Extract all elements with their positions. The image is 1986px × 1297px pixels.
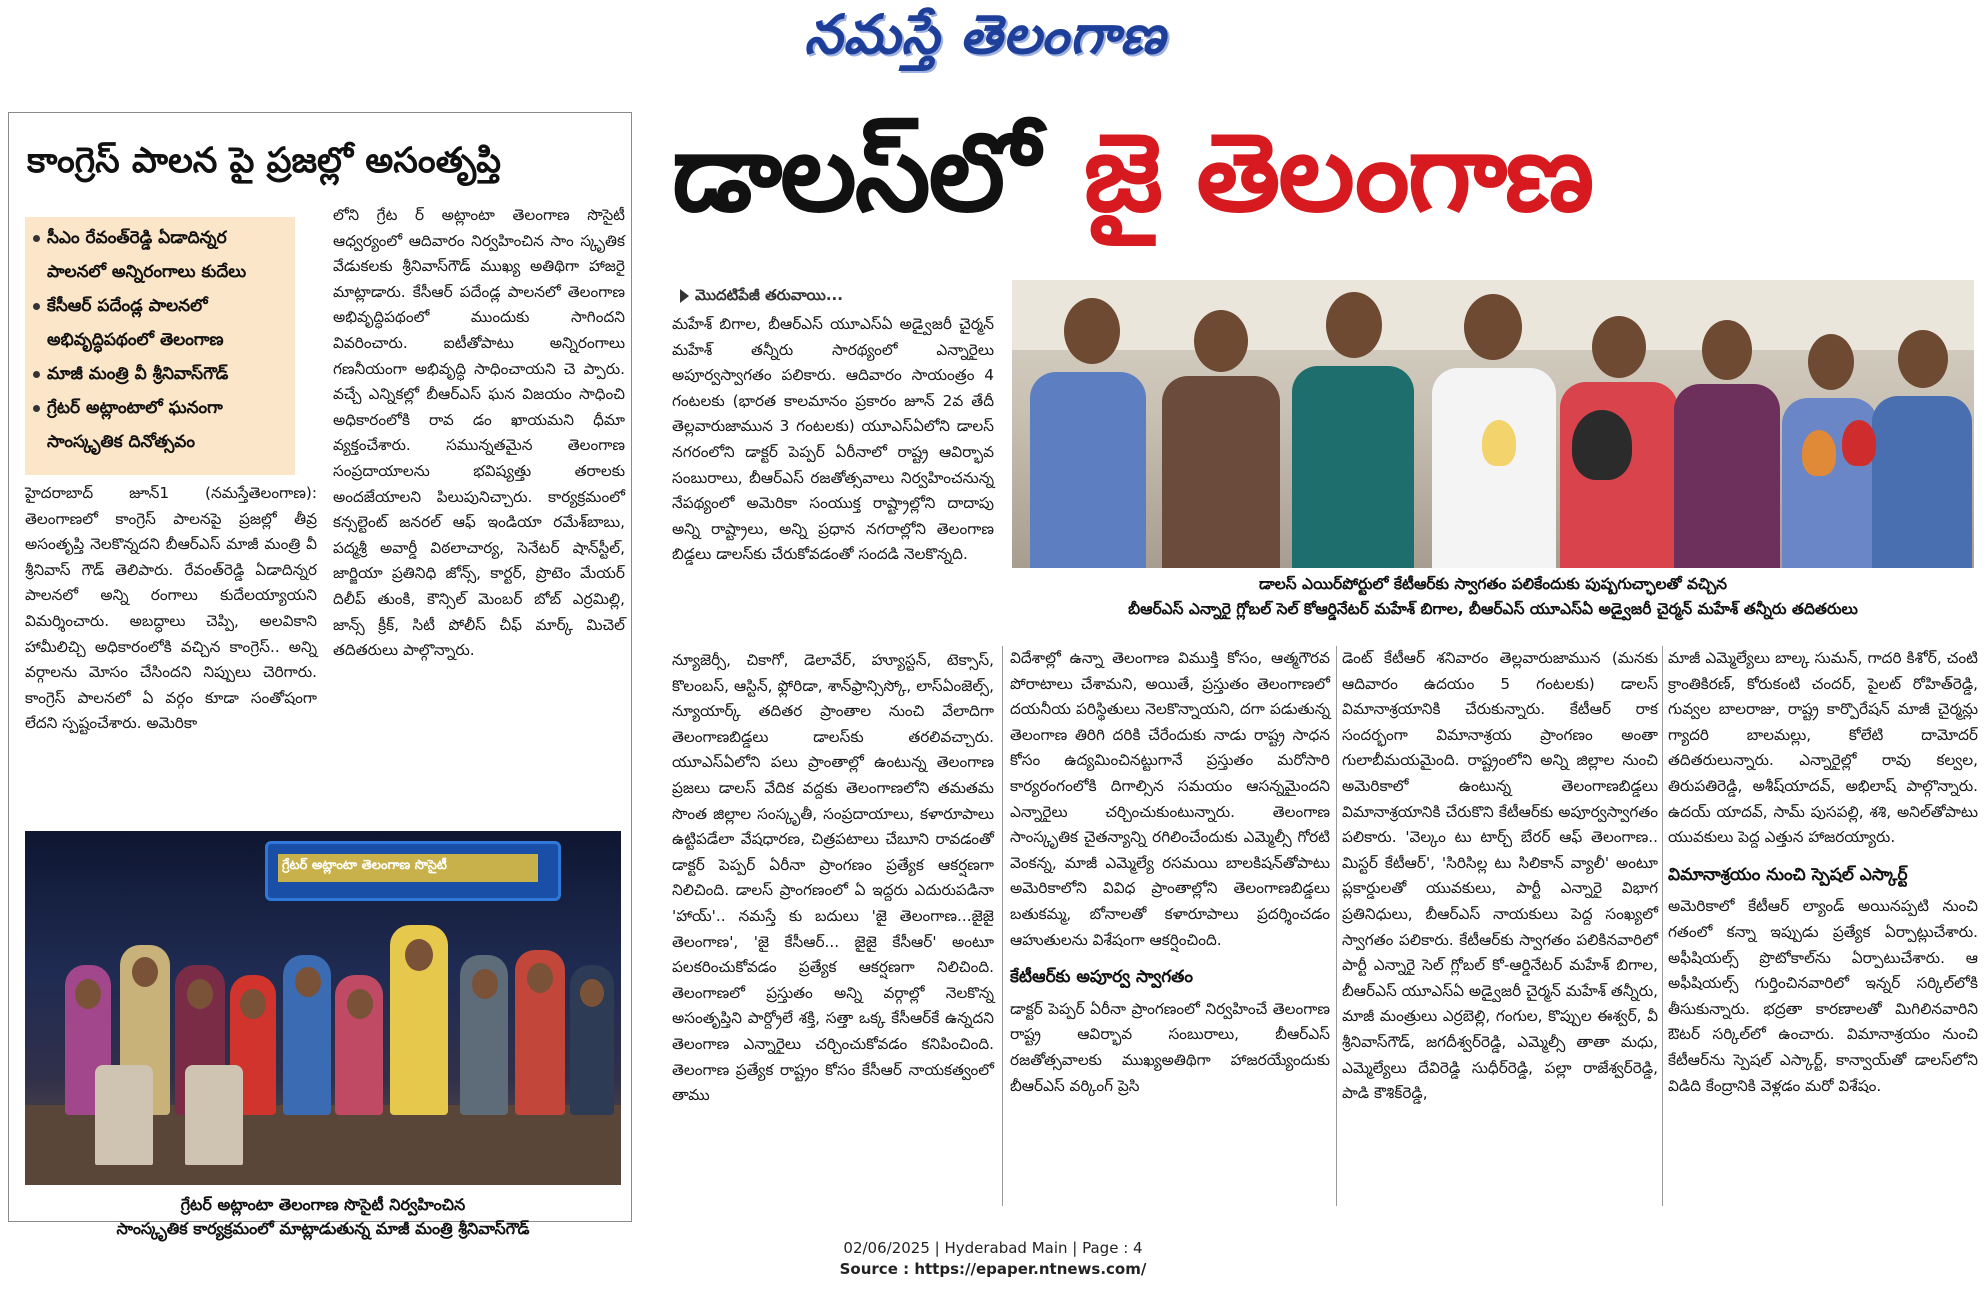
body-text: హైదరాబాద్ జూన్1 (నమస్తేతెలంగాణ): తెలంగాణలో కాంగ్రెస్ పాలనపై ప్రజల్లో తీవ్ర అసంతృప్తి నెలకొన్నదని బీఆర్‌ఎస్ మాజీ మంత్రి వీ శ్రీనివాస్ గౌడ్ తెలిపారు. రేవంత్‌రెడ్డి ఏడాదిన్నర పాలనలో అన్ని రంగాలు కుదేలయ్యాయని విమర్శించారు. అబద్ధాలు చెప్పి, అలవికాని హామీలిచ్చి అధికారంలోకి వచ్చిన కాంగ్రెస్.. అన్ని వర్గాలను మోసం చేసిందని నిప్పులు చెరిగారు. కాంగ్రెస్ పాలనలో ఏ వర్గం కూడా సంతోషంగా లేదని స్పష్టంచేశారు. అమెరికా <box>25 484 317 733</box>
highlight-item: గ్రేటర్ అట్లాంటాలో ఘనంగా సాంస్కృతిక దినోత్సవం <box>31 391 289 459</box>
column-divider <box>1336 646 1337 1206</box>
column-divider <box>1662 646 1663 1206</box>
body-text: అమెరికాలో కేటీఆర్ ల్యాండ్ అయినప్పటి నుంచి గతంలో కన్నా ఇప్పుడు ప్రత్యేక ఏర్పాట్లుచేశారు. అఫీషియల్స్ ప్రొటోకాల్‌ను ఏర్పాటుచేశారు. ఆ అఫీషియల్స్ గుర్తించినవారిలో ఇన్నర్ సర్కిల్‌లోకి తీసుకున్నారు. భద్రతా కారణాలతో మిగిలినవారిని ఔటర్ సర్కిల్‌లో ఉంచారు. విమానాశ్రయం నుంచి కేటీఆర్‌ను స్పెషల్ ఎస్కార్ట్, కాన్వాయ్‌తో డాలస్‌లోని విడిది కేంద్రానికి వెళ్లడం మరో విశేషం. <box>1668 897 1978 1095</box>
stage-banner-text: గ్రేటర్ అట్లాంటా తెలంగాణ సొసైటీ <box>282 858 447 873</box>
body-text: డెంట్ కేటీఆర్ శనివారం తెల్లవారుజామున (మనకు ఆదివారం ఉదయం 5 గంటలకు) డాలస్ విమానాశ్రయానికి చేరుకున్నారు. కేటీఆర్ రాక సందర్భంగా విమానాశ్రయ ప్రాంగణం అంతా గులాబీమయమైంది. రాష్ట్రంలోని అన్ని జిల్లాల నుంచి అమెరికాలో ఉంటున్న తెలంగాణబిడ్డలు విమానాశ్రయానికి చేరుకొని కేటీఆర్‌కు అపూర్వస్వాగతం పలికారు. 'వెల్కం టు టార్చ్ బేరర్ ఆఫ్ తెలంగాణ.. మిస్టర్ కేటీఆర్', 'సిరిసిల్ల టు సిలికాన్ వ్యాలీ' అంటూ ప్లకార్డులతో యువకులు, పార్టీ ఎన్నారై విభాగ ప్రతినిధులు, బీఆర్‌ఎస్ నాయకులు పెద్ద సంఖ్యలో స్వాగతం పలికారు. కేటీఆర్‌కు స్వాగతం పలికినవారిలో పార్టీ ఎన్నారై సెల్ గ్లోబల్ కో-ఆర్డినేటర్ మహేశ్ బిగాల, బీఆర్‌ఎస్ యూఎస్‌ఏ అడ్వైజరీ చైర్మన్ మహేశ్ తన్నీరు, మాజీ మంత్రులు ఎర్రబెల్లి, గంగుల, కొప్పుల ఈశ్వర్, వీ శ్రీనివాస్‌గౌడ్, జగదీశ్వర్‌రెడ్డి, ఎమ్మెల్సీ తాతా మధు, ఎమ్మెల్యేలు దేవిరెడ్డి సుధీర్‌రెడ్డి, పల్లా రాజేశ్వర్‌రెడ్డి, పాడి కౌశిక్‌రెడ్డి, <box>1342 649 1658 1103</box>
highlights-box <box>25 217 295 475</box>
main-article-column-2 <box>1010 646 1330 1099</box>
body-text: లోని గ్రేట ర్ అట్లాంటా తెలంగాణ సొసైటీ ఆధ్వర్యంలో ఆదివారం నిర్వహించిన సాం స్కృతిక వేడుకలకు శ్రీనివాస్‌గౌడ్ ముఖ్య అతిథిగా హాజరై మాట్లాడారు. కేసీఆర్ పదేండ్ల పాలనలో తెలంగాణ అభివృద్ధిపథంలో ముందుకు సాగిందని వివరించారు. ఐటీతోపాటు అన్నిరంగాలు గణనీయంగా అభివృద్ధి సాధించాయని చె ప్పారు. వచ్చే ఎన్నికల్లో బీఆర్‌ఎస్ ఘన విజయం సాధించి అధికారంలోకి రావ డం ఖాయమని ధీమా వ్యక్తంచేశారు. సమున్నతమైన తెలంగాణ సంప్రదాయాలను భవిష్యత్తు తరాలకు అందజేయాలని పిలుపునిచ్చారు. కార్యక్రమంలో కన్సల్టెంట్ జనరల్ ఆఫ్ ఇండియా రమేశ్‌బాబు, పద్మశ్రీ అవార్డీ విఠలాచార్య, సెనేటర్ షాన్‌స్టీల్, జార్జియా ప్రతినిధి జోన్స్, కార్టర్, ప్రొటెం మేయర్ దిలీప్ తుంకి, కౌన్సిల్ మెంబర్ బోబ్ ఎర్రమిల్లి, జాన్స్ క్రీక్, సిటీ పోలీస్ చీఫ్ మార్క్ మిచెల్ తదితరులు పాల్గొన్నారు. <box>333 206 625 660</box>
airport-photo-caption <box>1012 572 1974 622</box>
body-text: మాజీ ఎమ్మెల్యేలు బాల్క సుమన్, గాదరి కిశోర్, చంటి క్రాంతికిరణ్, కోరుకంటి చందర్, పైలట్ రోహిత్‌రెడ్డి, గువ్వల బాలరాజు, రాష్ట్ర కార్పొరేషన్ మాజీ చైర్మన్లు గ్యాదరి బాలమల్లు, కోలేటి దామోదర్ తదితరులున్నారు. ఎన్నారైల్లో రావు కల్వల, తిరుపతిరెడ్డి, అశీష్‌యాదవ్, అభిలాష్ పాల్గొన్నారు. ఉదయ్ యాదవ్, సామ్ పుసపల్లి, శశి, అనిల్‌తోపాటు యువకులు పెద్ద ఎత్తున హాజరయ్యారు. <box>1668 649 1978 847</box>
left-article-column-2 <box>333 203 625 664</box>
edition-info: 02/06/2025 | Hyderabad Main | Page : 4 <box>843 1239 1143 1257</box>
caption-line: బీఆర్‌ఎస్ ఎన్నారై గ్లోబల్ సెల్ కోఆర్డినేటర్ మహేశ్ బిగాల, బీఆర్‌ఎస్ యూఎస్‌ఏ అడ్వైజరీ చైర్మన్ మహేశ్ తన్నీరు తదితరులు <box>1128 600 1858 618</box>
caption-line: డాలస్ ఎయిర్‌పోర్టులో కేటీఆర్‌కు స్వాగతం పలికేందుకు పుష్పగుచ్ఛాలతో వచ్చిన <box>1258 575 1728 593</box>
newspaper-masthead <box>770 2 1200 76</box>
stage-event-photo <box>25 831 621 1185</box>
main-article-column-4 <box>1668 646 1978 1099</box>
left-article-headline: కాంగ్రెస్ పాలన పై ప్రజల్లో అసంతృప్తి <box>27 141 501 181</box>
continued-label: మొదటిపేజీ తరువాయి... <box>680 286 843 308</box>
column-divider <box>1002 646 1003 1206</box>
subheading-special-escort: విమానాశ్రయం నుంచి స్పెషల్ ఎస్కార్ట్ <box>1668 864 1908 885</box>
main-article-column-3 <box>1342 646 1658 1107</box>
body-text: న్యూజెర్సీ, చికాగో, డెలావేర్, హ్యూస్టన్, టెక్సాస్, కొలంబస్, ఆస్టిన్, ఫ్లోరిడా, శాన్‌ఫ్రాన్సిస్కో, లాస్‌ఏంజెల్స్, న్యూయార్క్ తదితర ప్రాంతాల నుంచి వేలాదిగా తెలంగాణబిడ్డలు డాలస్‌కు తరలివచ్చారు. యూఎస్‌ఏలోని పలు ప్రాంతాల్లో ఉంటున్న తెలంగాణ ప్రజలు డాలస్ వేదిక వద్దకు తెలంగాణలోని తమతమ సొంత జిల్లాల సంస్కృతీ, సంప్రదాయాలు, కళారూపాలు ఉట్టిపడేలా వేషధారణ, చిత్రపటాలు చేబూని రావడంతో డాక్టర్ పెప్పర్ ఏరీనా ప్రాంగణం ప్రత్యేక ఆకర్షణగా నిలిచింది. డాలస్ ప్రాంగణంలో ఏ ఇద్దరు ఎదురుపడినా 'హాయ్'.. నమస్తే కు బదులు 'జై తెలంగాణ...జైజై తెలంగాణ', 'జై కేసీఆర్... జైజై కేసీఆర్' అంటూ పలకరించుకోవడం ప్రత్యేక ఆకర్షణగా నిలిచింది. తెలంగాణలో ప్రస్తుతం అన్ని వర్గాల్లో నెలకొన్న అసంతృప్తిని పార్ద్రోలే శక్తి, సత్తా ఒక్క కేసీఆర్‌కే ఉన్నదని తెలంగాణ ఎన్నారైలు చర్చించుకోవడం కనిపించింది. తెలంగాణ ప్రత్యేక రాష్ట్రం కోసం కేసీఆర్ నాయకత్వంలో తాము <box>672 651 994 1105</box>
main-article-column-1-top <box>672 312 994 568</box>
source-link[interactable]: Source : https://epaper.ntnews.com/ <box>839 1260 1147 1278</box>
stage-banner <box>265 841 561 901</box>
left-article <box>8 112 632 1238</box>
caption-line: గ్రేటర్ అట్లాంటా తెలంగాణ సొసైటీ నిర్వహించిన <box>180 1195 466 1214</box>
main-headline <box>672 112 1972 262</box>
airport-welcome-photo <box>1012 280 1974 568</box>
headline-red: జై తెలంగాణ <box>1083 111 1593 236</box>
body-text: డాక్టర్ పెప్పర్ ఏరీనా ప్రాంగణంలో నిర్వహించే తెలంగాణ రాష్ట్ర ఆవిర్భావ సంబురాలు, బీఆర్‌ఎస్ రజతోత్సవాలకు ముఖ్యఅతిథిగా హాజరయ్యేందుకు బీఆర్‌ఎస్ వర్కింగ్ ప్రెసి <box>1010 999 1330 1095</box>
highlight-item: మాజీ మంత్రి వీ శ్రీనివాస్‌గౌడ్ <box>31 357 289 391</box>
headline-black: డాలస్‌లో <box>672 111 1038 236</box>
caption-line: సాంస్కృతిక కార్యక్రమంలో మాట్లాడుతున్న మాజీ మంత్రి శ్రీనివాస్‌గౌడ్ <box>116 1219 530 1238</box>
body-text: మహేశ్ బిగాల, బీఆర్‌ఎస్ యూఎస్‌ఏ అడ్వైజరీ చైర్మన్ మహేశ్ తన్నీరు సారథ్యంలో ఎన్నారైలు అపూర్వస్వాగతం పలికారు. ఆదివారం సాయంత్రం 4 గంటలకు (భారత కాలమానం ప్రకారం జూన్ 2వ తేదీ తెల్లవారుజామున 3 గంటలకు) యూఎస్‌ఏలోని డాలస్ నగరంలోని డాక్టర్ పెప్పర్ ఏరీనాలో రాష్ట్ర ఆవిర్భావ సంబురాలు, బీఆర్‌ఎస్ రజతోత్సవాలు నిర్వహించనున్న నేపథ్యంలో అమెరికా సంయుక్త రాష్ట్రాల్లోని దాదాపు అన్ని రాష్ట్రాలు, అన్ని ప్రధాన నగరాల్లోని తెలంగాణ బిడ్డలు డాలస్‌కు చేరుకోవడంతో సందడి నెలకొన్నది. <box>672 315 994 564</box>
subheading-ktr-welcome: కేటీఆర్‌కు అపూర్వ స్వాగతం <box>1010 967 1194 988</box>
stage-photo-caption <box>25 1193 621 1241</box>
page-footer <box>0 1238 1986 1280</box>
body-text: విదేశాల్లో ఉన్నా తెలంగాణ విముక్తి కోసం, ఆత్మగౌరవ పోరాటాలు చేశామని, అయితే, ప్రస్తుతం తెలంగాణలో దయనీయ పరిస్థితులు నెలకొన్నాయని, దగా పడుతున్న తెలంగాణ తిరిగి దరికి చేరేందుకు నాడు రాష్ట్ర సాధన కోసం ఉద్యమించినట్టుగానే ప్రస్తుతం మరోసారి కార్యరంగంలోకి దిగాల్సిన సమయం ఆసన్నమైందని ఎన్నారైలు చర్చించుకుంటున్నారు. తెలంగాణ సాంస్కృతిక చైతన్యాన్ని రగిలించేందుకు ఎమ్మెల్సీ గోరటి వెంకన్న, మాజీ ఎమ్మెల్యే రసమయి బాలకిషన్‌తోపాటు అమెరికాలోని వివిధ ప్రాంతాల్లోని తెలంగాణబిడ్డలు బతుకమ్మ, బోనాలతో కళారూపాలు ప్రదర్శించడం ఆహుతులను విశేషంగా ఆకర్షించింది. <box>1010 649 1330 949</box>
main-article-column-1-bottom <box>672 648 994 1109</box>
masthead-title: నమస్తే తెలంగాణ <box>804 2 1166 66</box>
chevron-right-icon <box>680 289 689 303</box>
highlight-item: కేసీఆర్ పదేండ్ల పాలనలో అభివృద్ధిపథంలో తెలంగాణ <box>31 289 289 357</box>
left-article-column-1 <box>25 481 317 737</box>
highlight-item: సీఎం రేవంత్‌రెడ్డి ఏడాదిన్నర పాలనలో అన్నిరంగాలు కుదేలు <box>31 221 289 289</box>
